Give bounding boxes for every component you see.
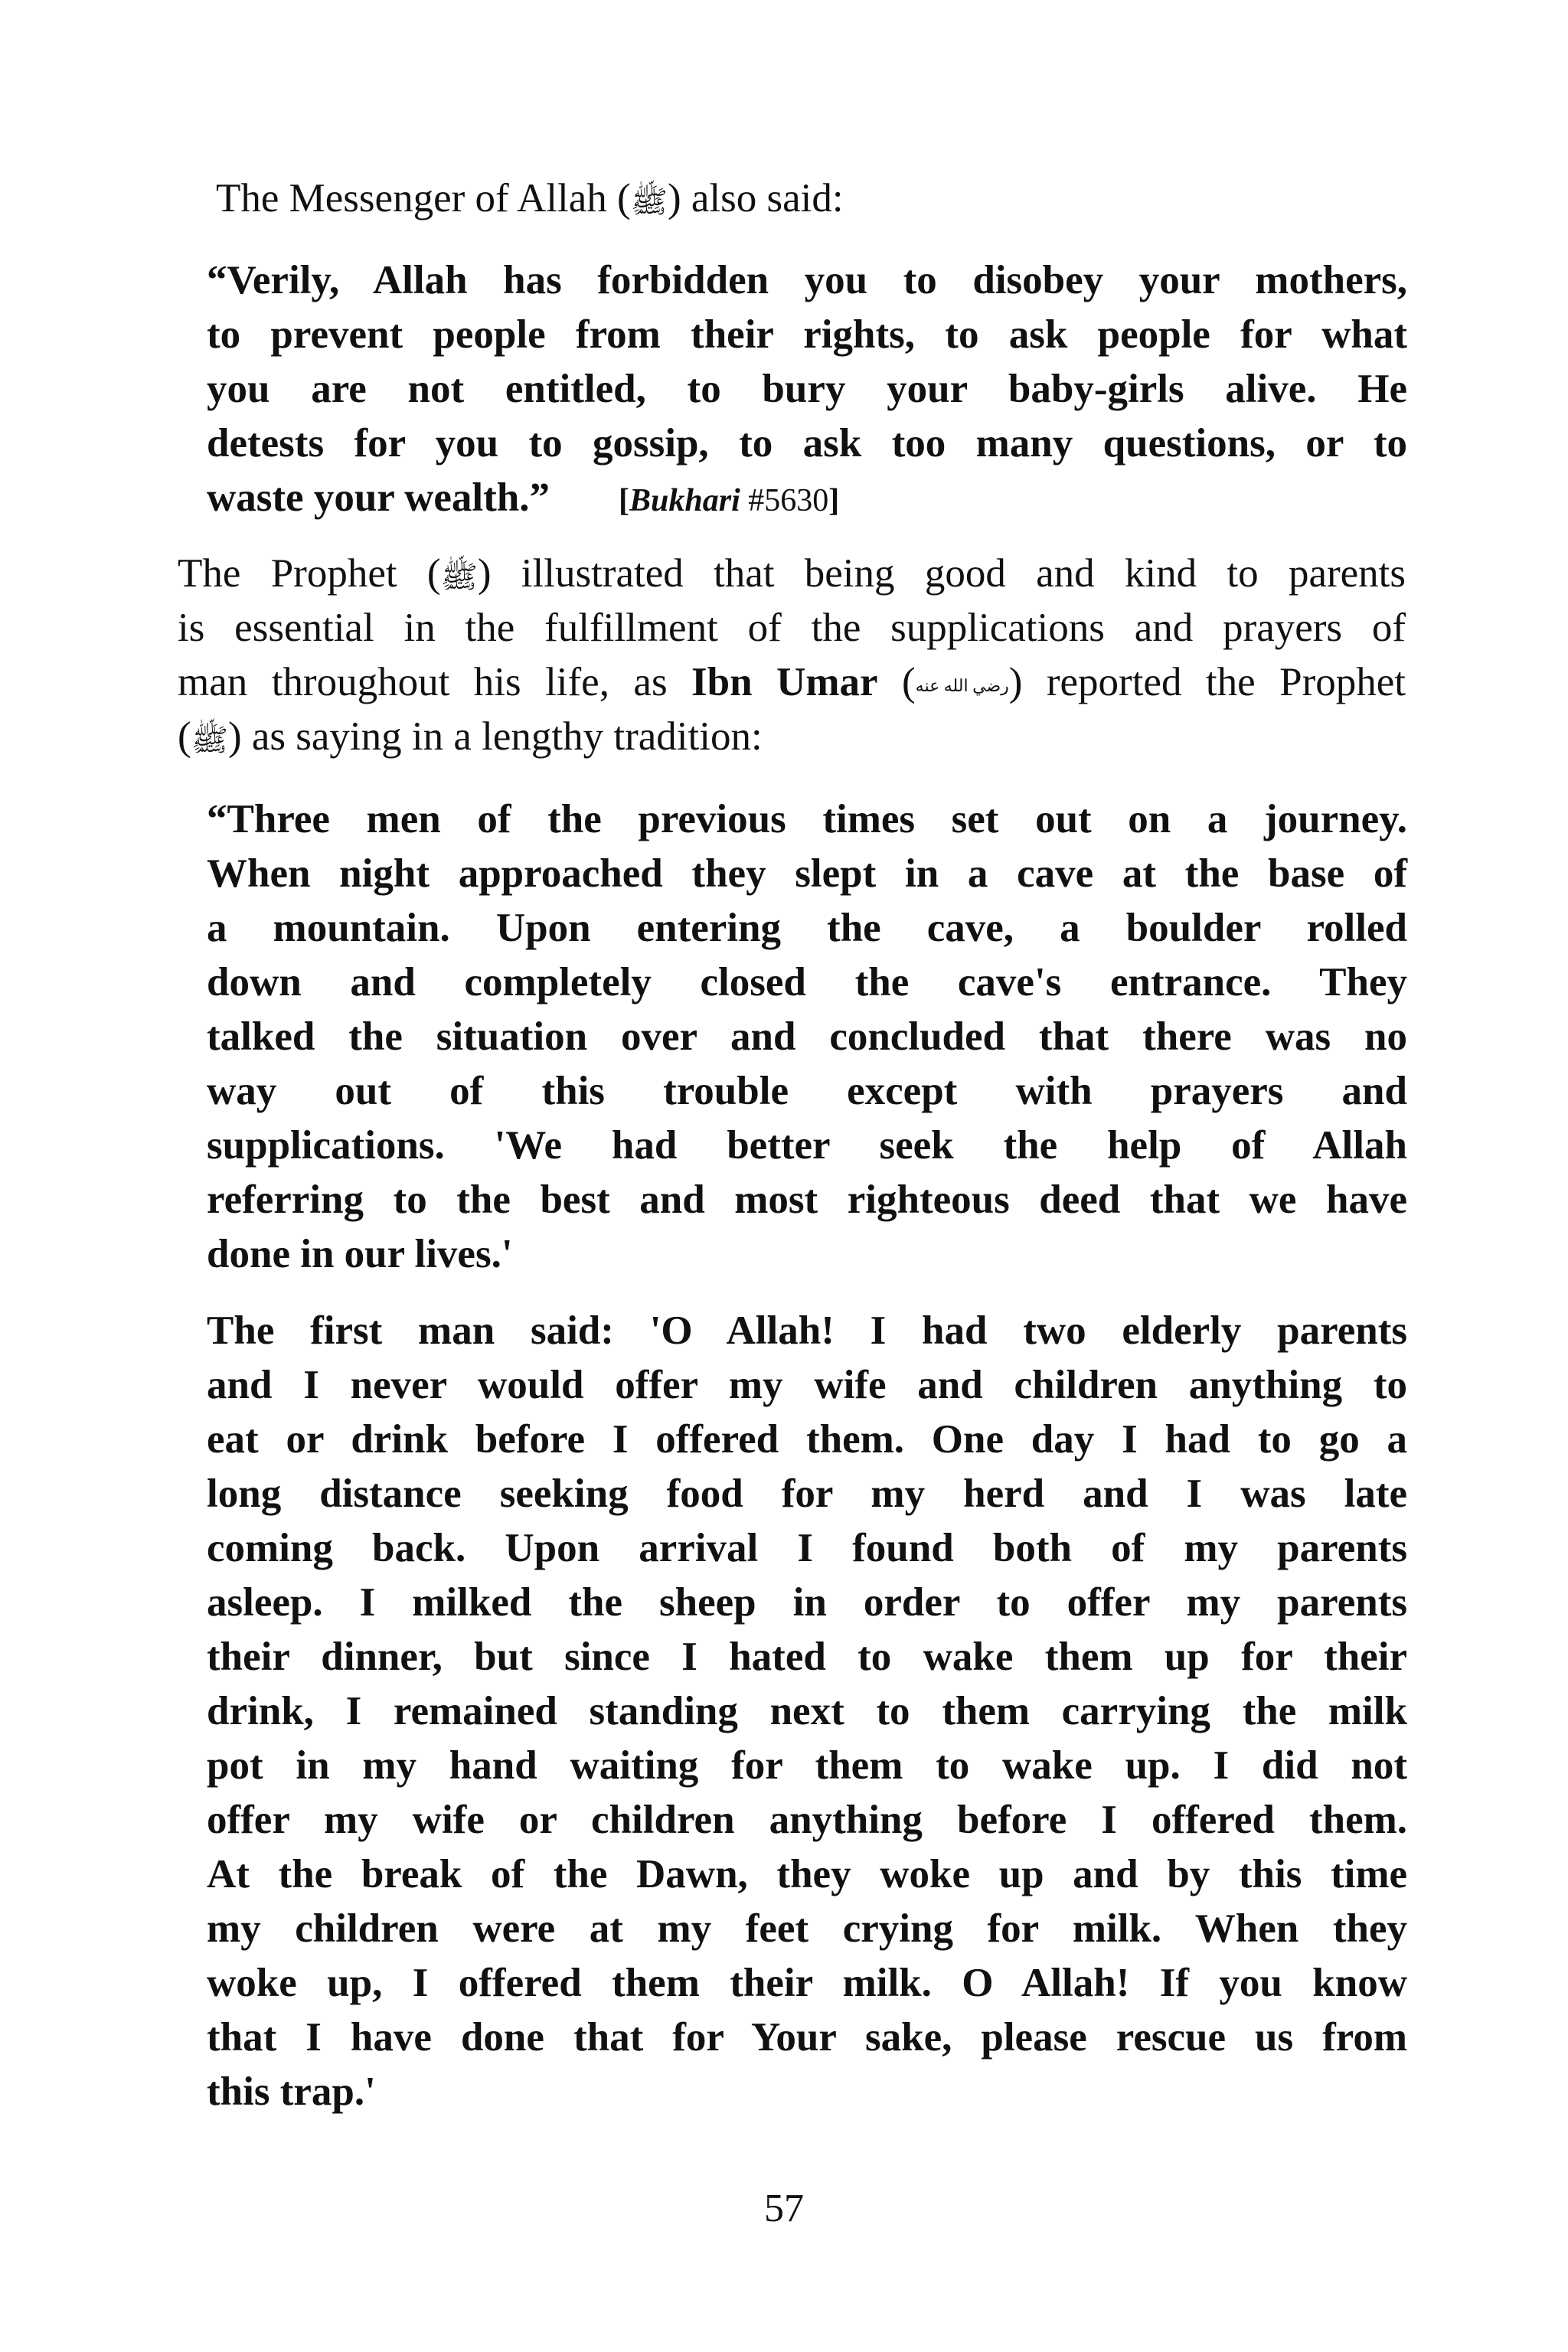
quote1-last-text: waste your wealth.” bbox=[207, 475, 550, 520]
quote2-line: down and completely closed the cave's entrance. They bbox=[207, 960, 1407, 1004]
salutation-icon: ﷺ bbox=[440, 559, 478, 594]
citation-source: Bukhari bbox=[629, 483, 740, 518]
companion-salutation-icon: رضي الله عنه bbox=[915, 675, 1009, 695]
quote1-line: “Verily, Allah has forbidden you to disobey your mothers, bbox=[207, 258, 1407, 302]
quote2-line: way out of this trouble except with prayers and bbox=[207, 1069, 1407, 1113]
quote3-line: and I never would offer my wife and children anything to bbox=[207, 1363, 1407, 1407]
quote2-line: “Three men of the previous times set out on a journey. bbox=[207, 797, 1407, 841]
quote2-line: supplications. 'We had better seek the help of Allah bbox=[207, 1123, 1407, 1168]
quote3-line: that I have done that for Your sake, please rescue us from bbox=[207, 2015, 1407, 2060]
quote1-last-line bbox=[207, 470, 1407, 528]
quote1-line: to prevent people from their rights, to ask people for what bbox=[207, 312, 1407, 357]
quote3-line: eat or drink before I offered them. One day I had to go a bbox=[207, 1417, 1407, 1462]
quote3-last-line: this trap.' bbox=[207, 2069, 376, 2114]
quote3-line: asleep. I milked the sheep in order to offer my parents bbox=[207, 1580, 1407, 1625]
quote3-line: At the break of the Dawn, they woke up and by this time bbox=[207, 1852, 1407, 1896]
para-line4-after: ) as saying in a lengthy tradition: bbox=[227, 714, 763, 759]
salutation-icon: ﷺ bbox=[630, 184, 668, 219]
citation-close: ] bbox=[828, 483, 840, 518]
para-line4-paren: ( bbox=[178, 714, 191, 759]
para-line3-before: man throughout his life, as bbox=[178, 660, 692, 704]
citation-number: #5630 bbox=[740, 483, 829, 518]
quote1-line: you are not entitled, to bury your baby-girls alive. He bbox=[207, 367, 1407, 411]
quote3-line: pot in my hand waiting for them to wake up. I did not bbox=[207, 1743, 1407, 1788]
intro-text-before: The Messenger of Allah ( bbox=[216, 176, 631, 220]
para-line3-after: ) reported the Prophet bbox=[1008, 660, 1406, 704]
quote3-line: woke up, I offered them their milk. O Allah! If you know bbox=[207, 1961, 1407, 2005]
paragraph-line: is essential in the fulfillment of the supplications and prayers of bbox=[178, 606, 1406, 650]
citation-open: [ bbox=[619, 483, 630, 518]
paragraph-line bbox=[178, 655, 1406, 714]
intro-line bbox=[216, 171, 1444, 230]
hadith-citation bbox=[619, 483, 839, 518]
quote3-line: The first man said: 'O Allah! I had two elderly parents bbox=[207, 1308, 1407, 1353]
quote3-line: offer my wife or children anything before I offered them. bbox=[207, 1798, 1407, 1842]
quote2-last-line: done in our lives.' bbox=[207, 1232, 513, 1276]
quote2-line: When night approached they slept in a cave at the base of bbox=[207, 851, 1407, 896]
page-number: 57 bbox=[764, 2187, 804, 2230]
quote3-line: my children were at my feet crying for milk. When they bbox=[207, 1906, 1407, 1951]
para-line1-before: The Prophet ( bbox=[178, 551, 441, 596]
quote3-line: long distance seeking food for my herd and I was late bbox=[207, 1472, 1407, 1516]
quote2-line: referring to the best and most righteous deed that we have bbox=[207, 1178, 1407, 1222]
para-line1-after: ) illustrated that being good and kind to parents bbox=[477, 551, 1406, 596]
quote1-line: detests for you to gossip, to ask too many questions, or to bbox=[207, 421, 1407, 466]
paragraph-line bbox=[178, 709, 1406, 768]
quote2-line: talked the situation over and concluded that there was no bbox=[207, 1014, 1407, 1059]
intro-text-after: ) also said: bbox=[667, 176, 844, 220]
quote3-line: coming back. Upon arrival I found both of my parents bbox=[207, 1526, 1407, 1570]
quote3-line: drink, I remained standing next to them carrying the milk bbox=[207, 1689, 1407, 1733]
narrator-name: Ibn Umar bbox=[691, 660, 878, 704]
paragraph-line bbox=[178, 546, 1406, 605]
para-line3-paren: ( bbox=[877, 660, 916, 704]
quote2-line: a mountain. Upon entering the cave, a boulder rolled bbox=[207, 906, 1407, 950]
quote3-line: their dinner, but since I hated to wake them up for their bbox=[207, 1635, 1407, 1679]
salutation-icon: ﷺ bbox=[191, 722, 228, 757]
